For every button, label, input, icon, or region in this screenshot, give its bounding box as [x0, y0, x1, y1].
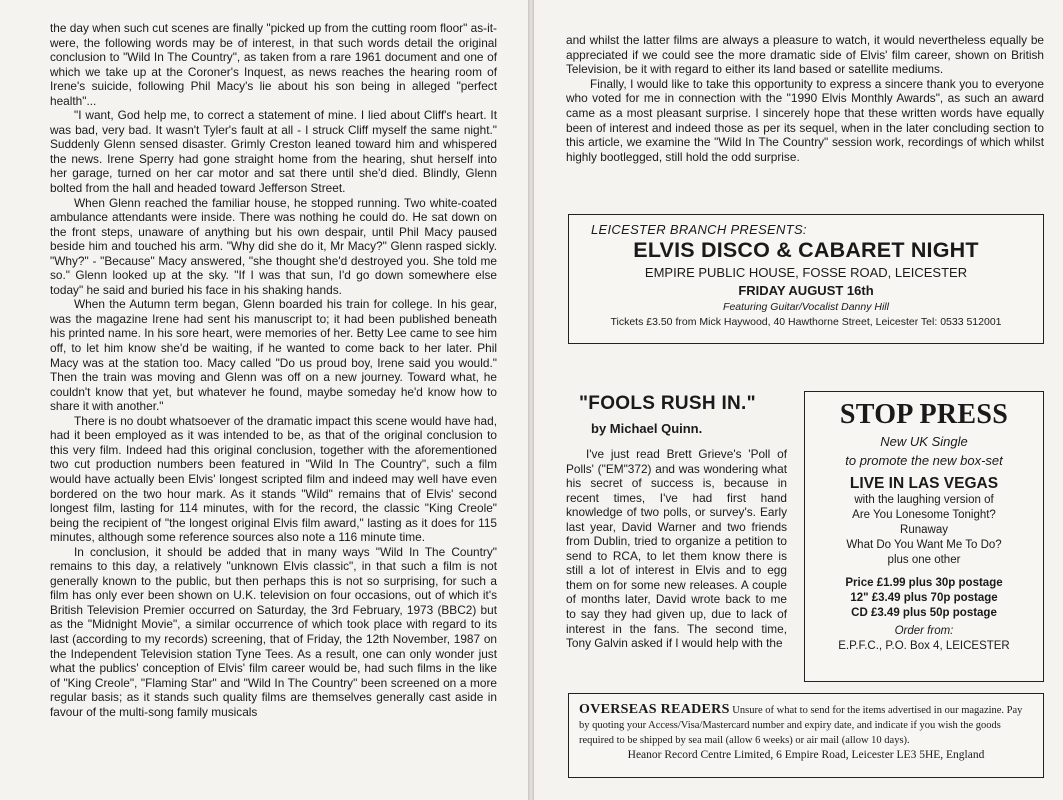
stop-press-line: Are You Lonesome Tonight? — [852, 509, 996, 521]
article-paragraph: I've just read Brett Grieve's 'Poll of Polls' ("EM"372) and was wondering what his secret of success is, because in recent times, I've had first hand knowledge of two polls, or survey's. Early last year, David Warner and two friends from Dublin, tried to organize a petition to send to RCA, to let them know there is still a lot of interest in Elvis and to egg them on for some new releases. A couple of months later, David wrote back to me to say they had given up, due to lack of interest in the fans. The second time, Tony Galvin asked if I would help with the — [566, 447, 787, 651]
stop-press-price: CD £3.49 plus 50p postage — [851, 607, 997, 619]
overseas-address: Heanor Record Centre Limited, 6 Empire Road, Leicester LE3 5HE, England — [627, 749, 985, 761]
stop-press-order: Order from: — [894, 625, 954, 637]
article-column-left — [50, 21, 497, 719]
stop-press-sub: to promote the new box-set — [845, 453, 1003, 468]
ad-featuring: Featuring Guitar/Vocalist Danny Hill — [723, 301, 889, 313]
ad-date: FRIDAY AUGUST 16th — [738, 283, 874, 298]
article-paragraph: Finally, I would like to take this opportunity to express a sincere thank you to everyone who voted for me in connection with the "1990 Elvis Monthly Awards", as such an award came as a most pleasant surprise. I sincerely hope that these written words have equally been of interest and indeed those as per its sequel, when in the later concluding section to this article, we examine the "Wild In The Country" session work, recordings of which whilst highly bootlegged, still hold the odd surprise. — [566, 76, 1044, 164]
ad-venue: EMPIRE PUBLIC HOUSE, FOSSE ROAD, LEICESTER — [644, 265, 968, 280]
stop-press-title: LIVE IN LAS VEGAS — [849, 475, 999, 492]
fools-rush-in-title: "FOOLS RUSH IN." — [579, 393, 756, 414]
fools-rush-in-byline: by Michael Quinn. — [591, 421, 703, 436]
stop-press-ad — [804, 391, 1044, 682]
stop-press-sub: New UK Single — [880, 434, 968, 449]
ad-presenter: LEICESTER BRANCH PRESENTS: — [591, 222, 807, 237]
article-paragraph: In conclusion, it should be added that in many ways "Wild In The Country" remains to this day, a relatively "unknown Elvis classic", in that such a film is not generally known to the public, but then perhaps this is not so surprising, for such a film has only ever been shown on U.K. television on four occasions, out of which it's British Television Premier occurred on Saturday, the 3rd February, 1973 (BBC2) but as the "Midnight Movie", a similar occurrence of which took place with regard to its last (according to my records) screening, that of Friday, the 12th November, 1987 on the Independent Television station Tyne Tees. As a result, one can only wonder just what the publics' conception of Elvis' film career would be, had such films in the like of "King Creole", "Flaming Star" and "Wild In The Country" been screened on a more regular basis; as it stands such quality films are themselves generally cast aside in favour of the multi-song family musicals — [50, 544, 497, 719]
stop-press-heading: STOP PRESS — [839, 399, 1009, 430]
ad-tickets: Tickets £3.50 from Mick Haywood, 40 Hawthorne Street, Leicester Tel: 0533 512001 — [610, 316, 1002, 328]
fools-rush-in-text — [566, 447, 787, 651]
article-paragraph: "I want, God help me, to correct a statement of mine. I lied about Cliff's heart. It was bad, very bad. It wasn't Tyler's fault at all - I struck Cliff myself the same night." Suddenly Glenn sensed disaster. Grimly Creston leaned toward him and whispered the news. Irene Sperry had gone straight home from the hearing, shut herself into her garage, turned on her car motor and sat there until she'd died. Blindly, Glenn bolted from the hall and headed toward Jefferson Street. — [50, 108, 497, 196]
disco-night-ad — [568, 214, 1044, 344]
stop-press-line: What Do You Want Me To Do? — [846, 539, 1002, 551]
stop-press-price: Price £1.99 plus 30p postage — [845, 577, 1003, 589]
overseas-heading: OVERSEAS READERS — [579, 702, 730, 717]
left-page — [0, 0, 528, 800]
article-paragraph: When the Autumn term began, Glenn boarded his train for college. In his gear, was the magazine Irene had sent his manuscript to; it had been published beneath his printed name. In his sore heart, were memories of her. Betty Lee came to see him off, to let him know she'd be waiting, if he wanted to come back to her later. Phil Macy was at the station too. Macy called "Do us proud boy, Irene said you would." Then the train was moving and Glenn was off on a new journey. Toward what, he couldn't know that yet, but whatever he found, maybe someday he'd know how to share it with another." — [50, 297, 497, 414]
article-paragraph: and whilst the latter films are always a pleasure to watch, it would nevertheless equally be appreciated if we could see the more dramatic side of Elvis' film career, shown on British Television, be it with regard to either its land based or satellite mediums. — [566, 33, 1044, 77]
stop-press-line: with the laughing version of — [854, 494, 994, 506]
stop-press-line: Runaway — [900, 524, 948, 536]
overseas-text-block — [579, 702, 1033, 748]
ad-title: ELVIS DISCO & CABARET NIGHT — [633, 238, 979, 262]
article-paragraph: When Glenn reached the familiar house, he stopped running. Two white-coated ambulance attendants were inside. There was nothing he could do. He sat down on the front steps, unaware of anything but his own despair, until Phil Macy paused beside him and touched his arm. "Why did she do it, Mr Macy?" Glenn rasped sickly. "Why?" - "Because" Macy answered, "she thought she'd destroyed you. She told me so." Glenn looked up at the sky. "If I was that sun, I'd go down somewhere else today" he said and buried his face in his shaking hands. — [50, 195, 497, 297]
article-paragraph: There is no doubt whatsoever of the dramatic impact this scene would have had, had it been employed as it was intended to be, as that of the original conclusion to this very film. Indeed had this original conclusion, together with the aforementioned two cut production numbers been featured in "Wild In The Country", such a film would have actually been Elvis' longest scripted film and indeed may well have even bordered on the two hour mark. As it stands "Wild" remains that of Elvis' second longest film, lasting for 114 minutes, with for the record, the classic "King Creole" being the recipient of "the longest original Elvis film award," lasting as it does for 115 minutes, although some reference sources also note a 116 minute time. — [50, 413, 497, 545]
article-paragraph: the day when such cut scenes are finally "picked up from the cutting room floor" as-it-were, the following words may be of interest, in that such words detail the original conclusion to "Wild In The Country", as taken from a rare 1961 document and one of which we take up at the Coroner's Inquest, as news reaches the hearing room of Irene's suicide, following Phil Macy's lie about his son being in alleged "perfect health"... — [50, 21, 497, 108]
right-page — [534, 0, 1063, 800]
stop-press-price: 12" £3.49 plus 70p postage — [850, 592, 998, 604]
stop-press-line: plus one other — [887, 554, 961, 566]
article-column-right — [566, 33, 1044, 164]
overseas-readers-ad — [568, 693, 1044, 778]
overseas-text: Unsure of what to send for the items advertised in our magazine. Pay by quoting your Access/Visa/Mastercard number and expiry date, and indicate if you wish the goods required to be shipped by sea mail (allow 6 weeks) or air mail (allow 10 days). — [579, 705, 1023, 746]
stop-press-address: E.P.F.C., P.O. Box 4, LEICESTER — [838, 640, 1010, 652]
